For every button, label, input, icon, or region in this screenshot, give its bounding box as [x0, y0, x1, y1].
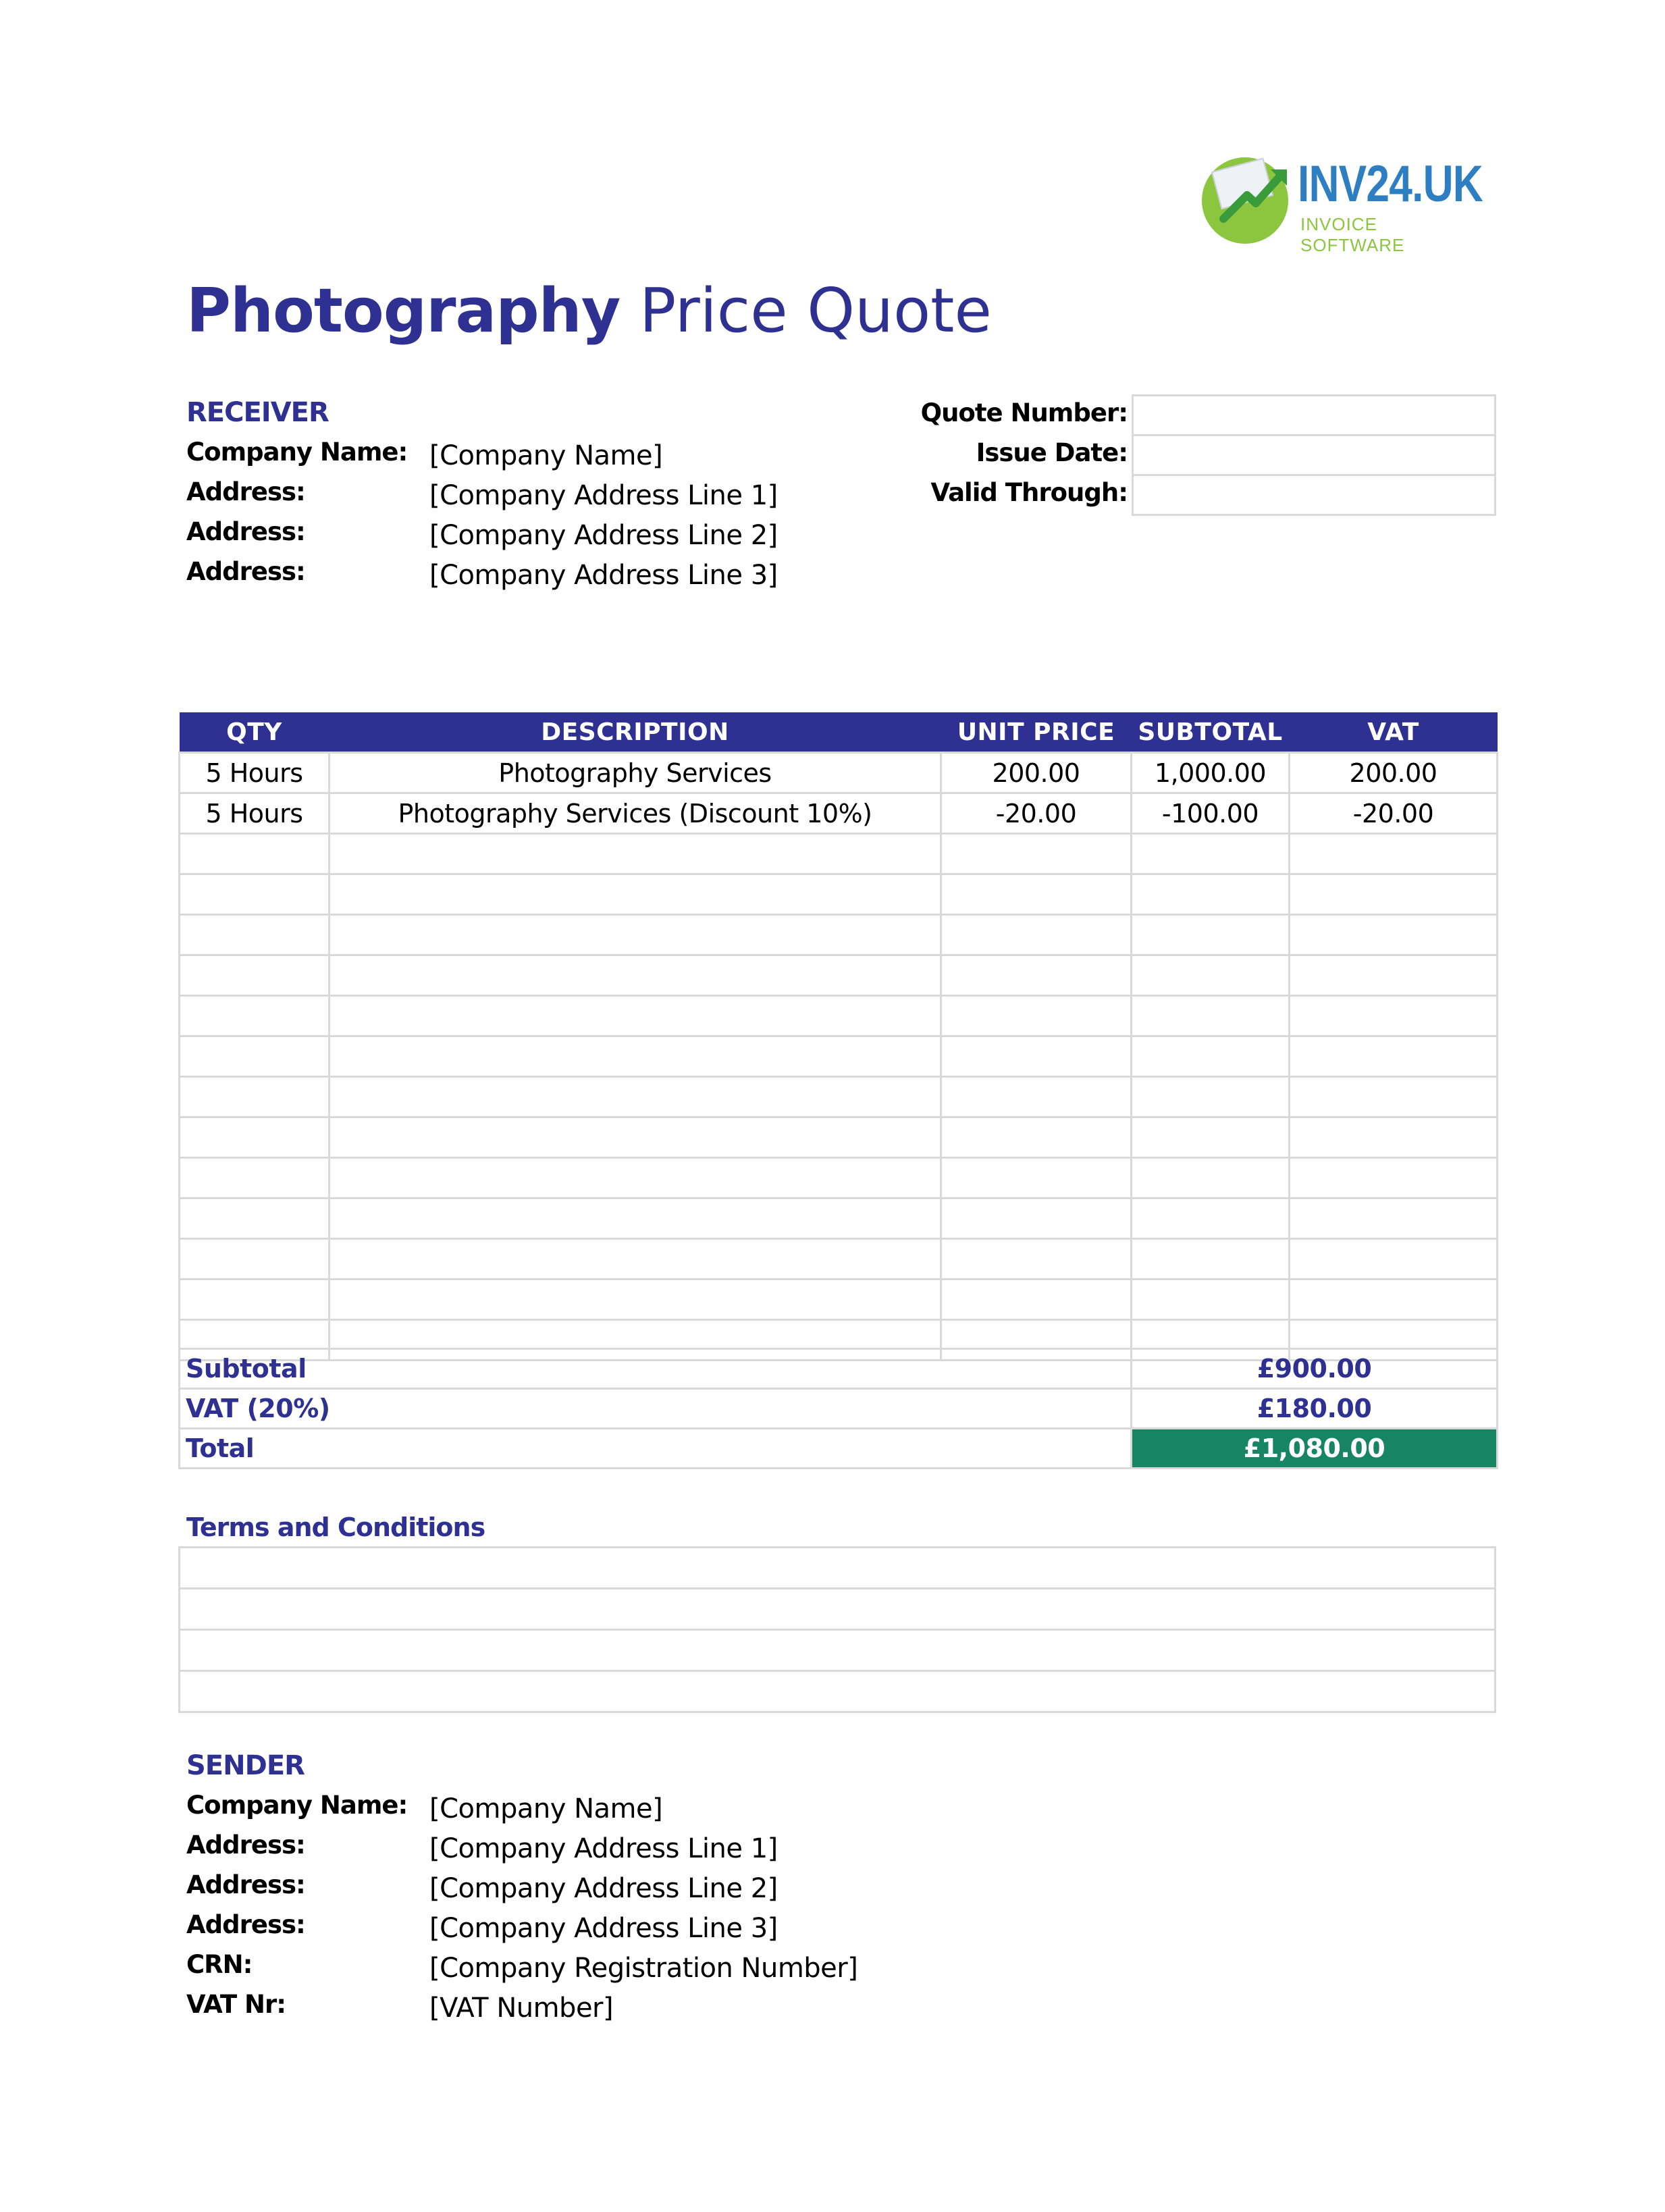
sender-vat-value: [VAT Number] [429, 1993, 614, 2024]
receiver-address-label: Address: [186, 477, 305, 506]
empty-cell[interactable] [1132, 1117, 1290, 1158]
table-row [180, 793, 1498, 834]
empty-cell[interactable] [1132, 874, 1290, 915]
empty-table-row [180, 874, 1498, 915]
terms-line[interactable] [180, 1548, 1496, 1589]
total-label: Total [180, 1429, 1132, 1469]
valid-through-field[interactable] [1132, 474, 1496, 516]
empty-cell[interactable] [180, 874, 329, 915]
subtotal-cell[interactable]: 1,000.00 [1132, 753, 1290, 793]
receiver-address-value: [Company Address Line 2] [429, 520, 778, 551]
quote-number-field[interactable] [1132, 394, 1496, 436]
issue-date-field[interactable] [1132, 434, 1496, 476]
page-title [186, 275, 992, 346]
empty-cell[interactable] [1132, 915, 1290, 955]
empty-cell[interactable] [329, 1036, 941, 1077]
empty-cell[interactable] [329, 1239, 941, 1280]
empty-cell[interactable] [180, 1036, 329, 1077]
empty-cell[interactable] [1132, 955, 1290, 996]
empty-cell[interactable] [1132, 1239, 1290, 1280]
items-table [178, 712, 1498, 1361]
receiver-company-value: [Company Name] [429, 440, 663, 471]
description-cell[interactable]: Photography Services (Discount 10%) [329, 793, 941, 834]
empty-table-row [180, 996, 1498, 1036]
unit-price-header: UNIT PRICE [941, 712, 1132, 753]
empty-cell[interactable] [180, 1280, 329, 1320]
empty-cell[interactable] [329, 874, 941, 915]
vat-header: VAT [1290, 712, 1498, 753]
vat-cell[interactable]: -20.00 [1290, 793, 1498, 834]
sender-address-label: Address: [186, 1870, 305, 1899]
empty-cell[interactable] [329, 1199, 941, 1239]
terms-heading: Terms and Conditions [186, 1512, 485, 1542]
empty-cell[interactable] [180, 915, 329, 955]
empty-cell[interactable] [329, 915, 941, 955]
subtotal-row [180, 1349, 1498, 1389]
empty-cell[interactable] [329, 1117, 941, 1158]
empty-cell[interactable] [941, 1077, 1132, 1117]
empty-cell[interactable] [1132, 996, 1290, 1036]
empty-cell[interactable] [1290, 996, 1498, 1036]
empty-cell[interactable] [941, 1036, 1132, 1077]
empty-cell[interactable] [941, 915, 1132, 955]
vat-row [180, 1389, 1498, 1429]
empty-table-row [180, 915, 1498, 955]
receiver-address-label: Address: [186, 517, 305, 546]
empty-cell[interactable] [180, 1199, 329, 1239]
sender-company-value: [Company Name] [429, 1793, 663, 1824]
empty-table-row [180, 1077, 1498, 1117]
subtotal-header: SUBTOTAL [1132, 712, 1290, 753]
empty-cell[interactable] [180, 996, 329, 1036]
sender-address-value: [Company Address Line 2] [429, 1873, 778, 1904]
empty-cell[interactable] [941, 996, 1132, 1036]
empty-cell[interactable] [329, 1077, 941, 1117]
sender-heading: SENDER [186, 1750, 305, 1781]
empty-table-row [180, 955, 1498, 996]
empty-table-row [180, 1036, 1498, 1077]
company-logo [1202, 152, 1483, 255]
empty-cell[interactable] [1290, 955, 1498, 996]
empty-cell[interactable] [941, 1158, 1132, 1199]
unit-price-cell[interactable]: -20.00 [941, 793, 1132, 834]
empty-cell[interactable] [1290, 915, 1498, 955]
sender-address-value: [Company Address Line 1] [429, 1833, 778, 1864]
trend-arrow-icon [1217, 161, 1291, 229]
total-amount: £1,080.00 [1132, 1429, 1498, 1469]
empty-cell[interactable] [1290, 1036, 1498, 1077]
empty-cell[interactable] [941, 955, 1132, 996]
terms-line[interactable] [180, 1630, 1496, 1671]
empty-table-row [180, 834, 1498, 874]
empty-cell[interactable] [941, 1199, 1132, 1239]
empty-cell[interactable] [941, 1117, 1132, 1158]
empty-table-row [180, 1117, 1498, 1158]
empty-cell[interactable] [1132, 834, 1290, 874]
empty-cell[interactable] [1132, 1158, 1290, 1199]
empty-cell[interactable] [1290, 834, 1498, 874]
qty-cell[interactable]: 5 Hours [180, 753, 329, 793]
receiver-heading: RECEIVER [186, 397, 329, 428]
empty-cell[interactable] [180, 1158, 329, 1199]
quote-number-label: Quote Number: [920, 398, 1128, 427]
empty-cell[interactable] [1290, 1239, 1498, 1280]
empty-cell[interactable] [180, 1239, 329, 1280]
empty-cell[interactable] [1290, 1199, 1498, 1239]
subtotal-cell[interactable]: -100.00 [1132, 793, 1290, 834]
qty-header: QTY [180, 712, 329, 753]
terms-line[interactable] [180, 1589, 1496, 1630]
terms-box[interactable] [178, 1546, 1496, 1713]
empty-cell[interactable] [329, 1158, 941, 1199]
empty-cell[interactable] [329, 996, 941, 1036]
logo-brand-text: INV24.UK [1298, 155, 1483, 213]
vat-cell[interactable]: 200.00 [1290, 753, 1498, 793]
unit-price-cell[interactable]: 200.00 [941, 753, 1132, 793]
empty-table-row [180, 1280, 1498, 1320]
receiver-address-label: Address: [186, 557, 305, 586]
empty-cell[interactable] [180, 834, 329, 874]
valid-through-label: Valid Through: [930, 478, 1128, 507]
vat-label: VAT (20%) [180, 1389, 1132, 1429]
items-header-row [180, 712, 1498, 753]
empty-cell[interactable] [1132, 1199, 1290, 1239]
sender-address-value: [Company Address Line 3] [429, 1913, 778, 1944]
empty-cell[interactable] [180, 955, 329, 996]
empty-cell[interactable] [1132, 1280, 1290, 1320]
title-bold: Photography [186, 275, 620, 346]
empty-cell[interactable] [941, 874, 1132, 915]
empty-cell[interactable] [941, 834, 1132, 874]
empty-table-row [180, 1158, 1498, 1199]
title-rest: Price Quote [620, 275, 992, 346]
logo-tagline: INVOICE SOFTWARE [1300, 214, 1405, 255]
receiver-address-value: [Company Address Line 3] [429, 560, 778, 591]
total-row [180, 1429, 1498, 1469]
empty-cell[interactable] [941, 1239, 1132, 1280]
empty-table-row [180, 1239, 1498, 1280]
empty-cell[interactable] [941, 1280, 1132, 1320]
subtotal-label: Subtotal [180, 1349, 1132, 1389]
issue-date-label: Issue Date: [976, 438, 1128, 467]
description-header: DESCRIPTION [329, 712, 941, 753]
totals-table [178, 1348, 1498, 1469]
empty-table-row [180, 1199, 1498, 1239]
description-cell[interactable]: Photography Services [329, 753, 941, 793]
empty-cell[interactable] [329, 955, 941, 996]
sender-address-label: Address: [186, 1910, 305, 1939]
receiver-company-label: Company Name: [186, 438, 408, 467]
empty-cell[interactable] [329, 834, 941, 874]
sender-crn-label: CRN: [186, 1950, 253, 1979]
qty-cell[interactable]: 5 Hours [180, 793, 329, 834]
empty-cell[interactable] [1132, 1036, 1290, 1077]
sender-vat-label: VAT Nr: [186, 1990, 286, 2019]
empty-cell[interactable] [1290, 1280, 1498, 1320]
vat-amount: £180.00 [1132, 1389, 1498, 1429]
empty-cell[interactable] [180, 1117, 329, 1158]
empty-cell[interactable] [1290, 1117, 1498, 1158]
empty-cell[interactable] [329, 1280, 941, 1320]
empty-cell[interactable] [1290, 874, 1498, 915]
table-row [180, 753, 1498, 793]
empty-cell[interactable] [180, 1077, 329, 1117]
receiver-address-value: [Company Address Line 1] [429, 480, 778, 511]
sender-company-label: Company Name: [186, 1791, 408, 1820]
empty-cell[interactable] [1132, 1077, 1290, 1117]
empty-cell[interactable] [1290, 1077, 1498, 1117]
empty-cell[interactable] [1290, 1158, 1498, 1199]
sender-crn-value: [Company Registration Number] [429, 1953, 858, 1984]
sender-address-label: Address: [186, 1831, 305, 1860]
subtotal-amount: £900.00 [1132, 1349, 1498, 1389]
terms-line[interactable] [180, 1671, 1496, 1712]
